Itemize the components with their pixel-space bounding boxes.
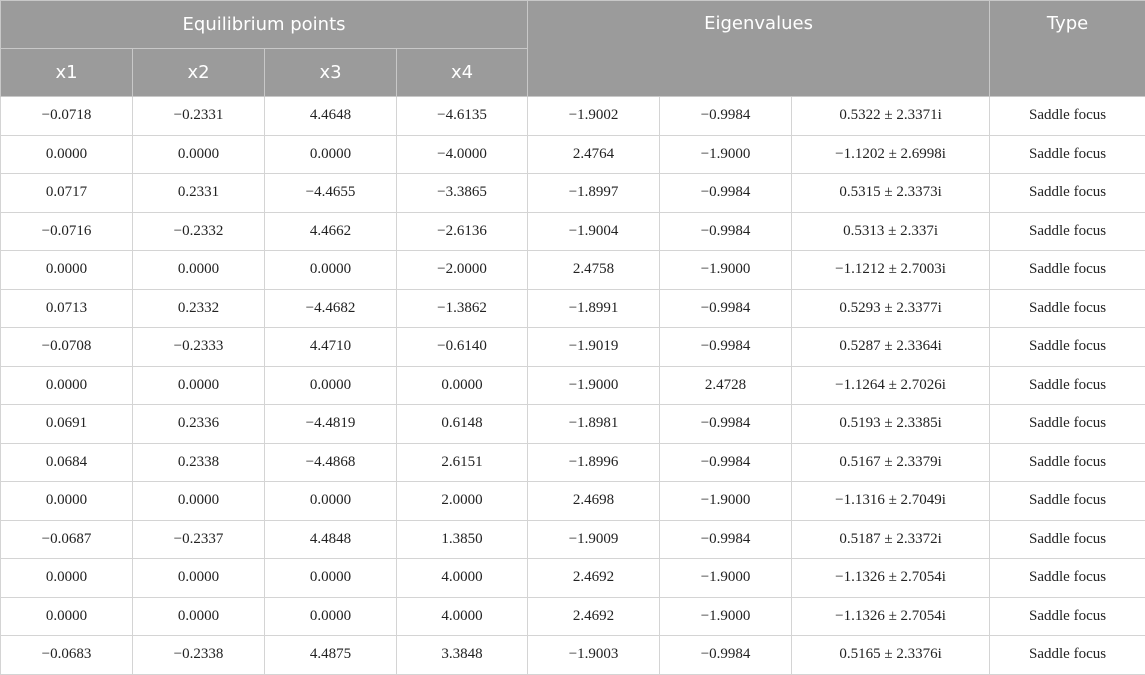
cell-eigenvalue-complex: 0.5193 ± 2.3385i <box>792 405 990 444</box>
cell-eigenvalue-complex: 0.5167 ± 2.3379i <box>792 443 990 482</box>
table-row <box>1 366 1145 405</box>
cell-eigenvalue-complex: −1.1326 ± 2.7054i <box>792 597 990 636</box>
cell-x4: −2.0000 <box>397 251 528 290</box>
cell-eigenvalue-2: −1.9000 <box>660 135 792 174</box>
cell-x2: −0.2331 <box>133 97 265 136</box>
cell-x4: 0.6148 <box>397 405 528 444</box>
cell-eigenvalue-1: −1.8996 <box>528 443 660 482</box>
cell-x1: −0.0683 <box>1 636 133 675</box>
table-row <box>1 135 1145 174</box>
table-row <box>1 328 1145 367</box>
cell-type: Saddle focus <box>990 366 1145 405</box>
cell-eigenvalue-1: 2.4758 <box>528 251 660 290</box>
cell-x3: 0.0000 <box>265 366 397 405</box>
cell-x4: 4.0000 <box>397 597 528 636</box>
cell-type: Saddle focus <box>990 520 1145 559</box>
cell-x2: 0.2332 <box>133 289 265 328</box>
cell-x1: −0.0718 <box>1 97 133 136</box>
cell-x2: −0.2333 <box>133 328 265 367</box>
cell-eigenvalue-1: −1.9000 <box>528 366 660 405</box>
cell-eigenvalue-1: 2.4692 <box>528 559 660 598</box>
cell-x2: −0.2338 <box>133 636 265 675</box>
table-row <box>1 212 1145 251</box>
cell-eigenvalue-2: −0.9984 <box>660 328 792 367</box>
cell-eigenvalue-2: −0.9984 <box>660 174 792 213</box>
cell-eigenvalue-2: −0.9984 <box>660 212 792 251</box>
cell-type: Saddle focus <box>990 482 1145 521</box>
cell-type: Saddle focus <box>990 251 1145 290</box>
cell-type: Saddle focus <box>990 289 1145 328</box>
cell-x4: 3.3848 <box>397 636 528 675</box>
cell-x4: −4.0000 <box>397 135 528 174</box>
table-row <box>1 289 1145 328</box>
cell-eigenvalue-2: −1.9000 <box>660 597 792 636</box>
cell-eigenvalue-complex: 0.5293 ± 2.3377i <box>792 289 990 328</box>
table-row <box>1 97 1145 136</box>
cell-eigenvalue-1: −1.8997 <box>528 174 660 213</box>
cell-x3: −4.4655 <box>265 174 397 213</box>
cell-eigenvalue-1: 2.4692 <box>528 597 660 636</box>
cell-x4: 0.0000 <box>397 366 528 405</box>
cell-eigenvalue-complex: −1.1326 ± 2.7054i <box>792 559 990 598</box>
cell-x1: −0.0687 <box>1 520 133 559</box>
cell-x4: 2.0000 <box>397 482 528 521</box>
cell-type: Saddle focus <box>990 559 1145 598</box>
table-row <box>1 636 1145 675</box>
cell-type: Saddle focus <box>990 328 1145 367</box>
header-x4: x4 <box>397 49 528 97</box>
cell-eigenvalue-complex: −1.1316 ± 2.7049i <box>792 482 990 521</box>
table-row <box>1 559 1145 598</box>
cell-x3: 4.4710 <box>265 328 397 367</box>
cell-x4: −4.6135 <box>397 97 528 136</box>
cell-x3: −4.4868 <box>265 443 397 482</box>
cell-x2: 0.0000 <box>133 597 265 636</box>
cell-x3: 0.0000 <box>265 597 397 636</box>
cell-eigenvalue-2: 2.4728 <box>660 366 792 405</box>
cell-x1: 0.0691 <box>1 405 133 444</box>
cell-x2: 0.0000 <box>133 482 265 521</box>
cell-type: Saddle focus <box>990 405 1145 444</box>
cell-x1: −0.0708 <box>1 328 133 367</box>
cell-eigenvalue-2: −1.9000 <box>660 251 792 290</box>
cell-x2: 0.2336 <box>133 405 265 444</box>
header-x3: x3 <box>265 49 397 97</box>
cell-x3: 0.0000 <box>265 559 397 598</box>
cell-eigenvalue-1: −1.9002 <box>528 97 660 136</box>
cell-eigenvalue-1: −1.8991 <box>528 289 660 328</box>
cell-x1: 0.0000 <box>1 597 133 636</box>
cell-x3: 0.0000 <box>265 251 397 290</box>
table-row <box>1 443 1145 482</box>
cell-x2: 0.2338 <box>133 443 265 482</box>
cell-eigenvalue-1: −1.8981 <box>528 405 660 444</box>
cell-x4: −3.3865 <box>397 174 528 213</box>
cell-x3: 4.4875 <box>265 636 397 675</box>
cell-type: Saddle focus <box>990 443 1145 482</box>
cell-eigenvalue-1: −1.9003 <box>528 636 660 675</box>
cell-x1: 0.0713 <box>1 289 133 328</box>
cell-x1: 0.0717 <box>1 174 133 213</box>
cell-x2: 0.0000 <box>133 135 265 174</box>
table-header <box>1 1 1145 97</box>
cell-x2: 0.0000 <box>133 366 265 405</box>
cell-x3: 0.0000 <box>265 482 397 521</box>
cell-x1: 0.0000 <box>1 366 133 405</box>
cell-eigenvalue-2: −1.9000 <box>660 482 792 521</box>
cell-eigenvalue-complex: −1.1264 ± 2.7026i <box>792 366 990 405</box>
cell-eigenvalue-complex: 0.5165 ± 2.3376i <box>792 636 990 675</box>
header-x1: x1 <box>1 49 133 97</box>
cell-x1: 0.0000 <box>1 559 133 598</box>
header-x2: x2 <box>133 49 265 97</box>
table-body <box>1 97 1145 675</box>
cell-x1: 0.0000 <box>1 482 133 521</box>
cell-eigenvalue-complex: 0.5287 ± 2.3364i <box>792 328 990 367</box>
cell-x3: 4.4662 <box>265 212 397 251</box>
cell-x4: 4.0000 <box>397 559 528 598</box>
cell-eigenvalue-1: 2.4698 <box>528 482 660 521</box>
cell-eigenvalue-complex: −1.1212 ± 2.7003i <box>792 251 990 290</box>
cell-eigenvalue-complex: 0.5322 ± 2.3371i <box>792 97 990 136</box>
cell-type: Saddle focus <box>990 212 1145 251</box>
cell-eigenvalue-complex: 0.5187 ± 2.3372i <box>792 520 990 559</box>
cell-x4: −1.3862 <box>397 289 528 328</box>
cell-x3: −4.4819 <box>265 405 397 444</box>
cell-type: Saddle focus <box>990 174 1145 213</box>
cell-eigenvalue-2: −0.9984 <box>660 405 792 444</box>
cell-x2: 0.0000 <box>133 251 265 290</box>
cell-eigenvalue-1: 2.4764 <box>528 135 660 174</box>
cell-eigenvalue-2: −0.9984 <box>660 289 792 328</box>
cell-x2: 0.0000 <box>133 559 265 598</box>
cell-x1: 0.0684 <box>1 443 133 482</box>
cell-x3: 4.4848 <box>265 520 397 559</box>
table-row <box>1 251 1145 290</box>
cell-type: Saddle focus <box>990 97 1145 136</box>
cell-eigenvalue-1: −1.9019 <box>528 328 660 367</box>
cell-x4: −2.6136 <box>397 212 528 251</box>
cell-x4: 2.6151 <box>397 443 528 482</box>
cell-eigenvalue-2: −1.9000 <box>660 559 792 598</box>
cell-x1: 0.0000 <box>1 251 133 290</box>
cell-x1: −0.0716 <box>1 212 133 251</box>
cell-eigenvalue-1: −1.9004 <box>528 212 660 251</box>
cell-x2: −0.2337 <box>133 520 265 559</box>
table-row <box>1 597 1145 636</box>
table-row <box>1 520 1145 559</box>
cell-type: Saddle focus <box>990 597 1145 636</box>
cell-eigenvalue-complex: −1.1202 ± 2.6998i <box>792 135 990 174</box>
cell-eigenvalue-2: −0.9984 <box>660 636 792 675</box>
cell-x1: 0.0000 <box>1 135 133 174</box>
header-equilibrium-points: Equilibrium points <box>1 1 528 49</box>
cell-eigenvalue-2: −0.9984 <box>660 443 792 482</box>
cell-x3: 0.0000 <box>265 135 397 174</box>
cell-x2: −0.2332 <box>133 212 265 251</box>
cell-x3: 4.4648 <box>265 97 397 136</box>
cell-eigenvalue-2: −0.9984 <box>660 520 792 559</box>
cell-x4: 1.3850 <box>397 520 528 559</box>
cell-eigenvalue-complex: 0.5313 ± 2.337i <box>792 212 990 251</box>
cell-eigenvalue-1: −1.9009 <box>528 520 660 559</box>
cell-type: Saddle focus <box>990 135 1145 174</box>
cell-eigenvalue-2: −0.9984 <box>660 97 792 136</box>
header-eigenvalues: Eigenvalues <box>528 1 990 97</box>
cell-x3: −4.4682 <box>265 289 397 328</box>
table-row <box>1 174 1145 213</box>
cell-x2: 0.2331 <box>133 174 265 213</box>
cell-eigenvalue-complex: 0.5315 ± 2.3373i <box>792 174 990 213</box>
table-row <box>1 482 1145 521</box>
table-row <box>1 405 1145 444</box>
header-type: Type <box>990 1 1145 97</box>
cell-x4: −0.6140 <box>397 328 528 367</box>
cell-type: Saddle focus <box>990 636 1145 675</box>
